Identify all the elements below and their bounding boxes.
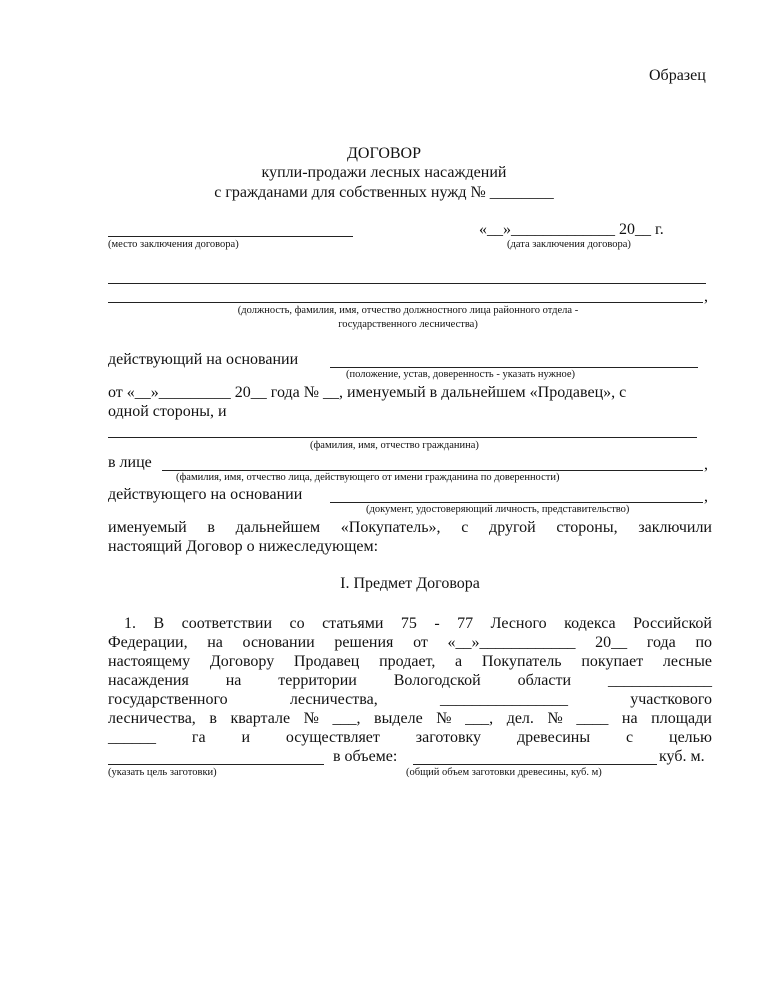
person-label: в лице — [108, 454, 152, 471]
place-caption: (место заключения договора) — [108, 239, 239, 250]
document-subtitle-1: купли-продажи лесных насаждений — [261, 164, 507, 181]
section-title: I. Предмет Договора — [340, 575, 480, 592]
agreement-line: настоящий Договор о нижеследующем: — [108, 538, 379, 555]
volume-unit: куб. м. — [659, 748, 705, 765]
volume-caption: (общий объем заготовки древесины, куб. м) — [406, 767, 602, 778]
citizen-caption: (фамилия, имя, отчество гражданина) — [310, 440, 479, 451]
official-blank-line-2[interactable] — [108, 302, 703, 303]
acting-label: действующего на основании — [108, 486, 303, 503]
volume-blank-line[interactable] — [413, 764, 657, 765]
basis-caption: (положение, устав, доверенность - указать нужное) — [346, 369, 576, 380]
official-blank-line-1[interactable] — [108, 283, 706, 284]
volume-label: в объеме: — [333, 748, 398, 765]
paragraph-1-line-6: лесничества, в квартале № ___, выделе № ___, дел. № ____ на площади — [108, 710, 712, 727]
paragraph-1-line-1: 1. В соответствии со статьями 75 - 77 Лесного кодекса Российской — [124, 615, 712, 632]
acting-comma: , — [704, 488, 708, 505]
official-caption-1: (должность, фамилия, имя, отчество должностного лица районного отдела - — [237, 305, 579, 316]
person-caption: (фамилия, имя, отчество лица, действующего от имени гражданина по доверенности) — [176, 472, 560, 483]
basis-label: действующий на основании — [108, 351, 299, 368]
paragraph-1-line-2: Федерации, на основании решения от «__»____________ 20__ года по — [108, 634, 712, 651]
paragraph-1-line-4: насаждения на территории Вологодской области _____________ — [108, 672, 712, 689]
paragraph-1-line-3: настоящему Договору Продавец продает, а Покупатель покупает лесные — [108, 653, 712, 670]
acting-caption: (документ, удостоверяющий личность, представительство) — [366, 504, 630, 515]
person-comma: , — [704, 456, 708, 473]
date-caption: (дата заключения договора) — [507, 239, 631, 250]
date-line[interactable]: «__»_____________ 20__ г. — [479, 221, 664, 238]
purpose-blank-line[interactable] — [108, 764, 324, 765]
purpose-caption: (указать цель заготовки) — [108, 767, 217, 778]
buyer-line: именуемый в дальнейшем «Покупатель», с другой стороны, заключили — [108, 519, 712, 536]
paragraph-1-line-5: государственного лесничества, ________________ участкового — [108, 691, 712, 708]
document-title: ДОГОВОР — [347, 145, 421, 162]
document-subtitle-2: с гражданами для собственных нужд № ________ — [214, 184, 554, 201]
citizen-blank-line[interactable] — [108, 437, 697, 438]
official-caption-2: государственного лесничества) — [338, 319, 478, 330]
place-blank-line[interactable] — [108, 236, 353, 237]
one-side-line: одной стороны, и — [108, 403, 227, 420]
paragraph-1-line-7: ______ га и осуществляет заготовку древесины с целью — [108, 729, 712, 746]
sample-label: Образец — [649, 67, 706, 84]
seller-line: от «__»_________ 20__ года № __, именуемый в дальнейшем «Продавец», с — [108, 384, 627, 401]
official-comma: , — [704, 288, 708, 305]
